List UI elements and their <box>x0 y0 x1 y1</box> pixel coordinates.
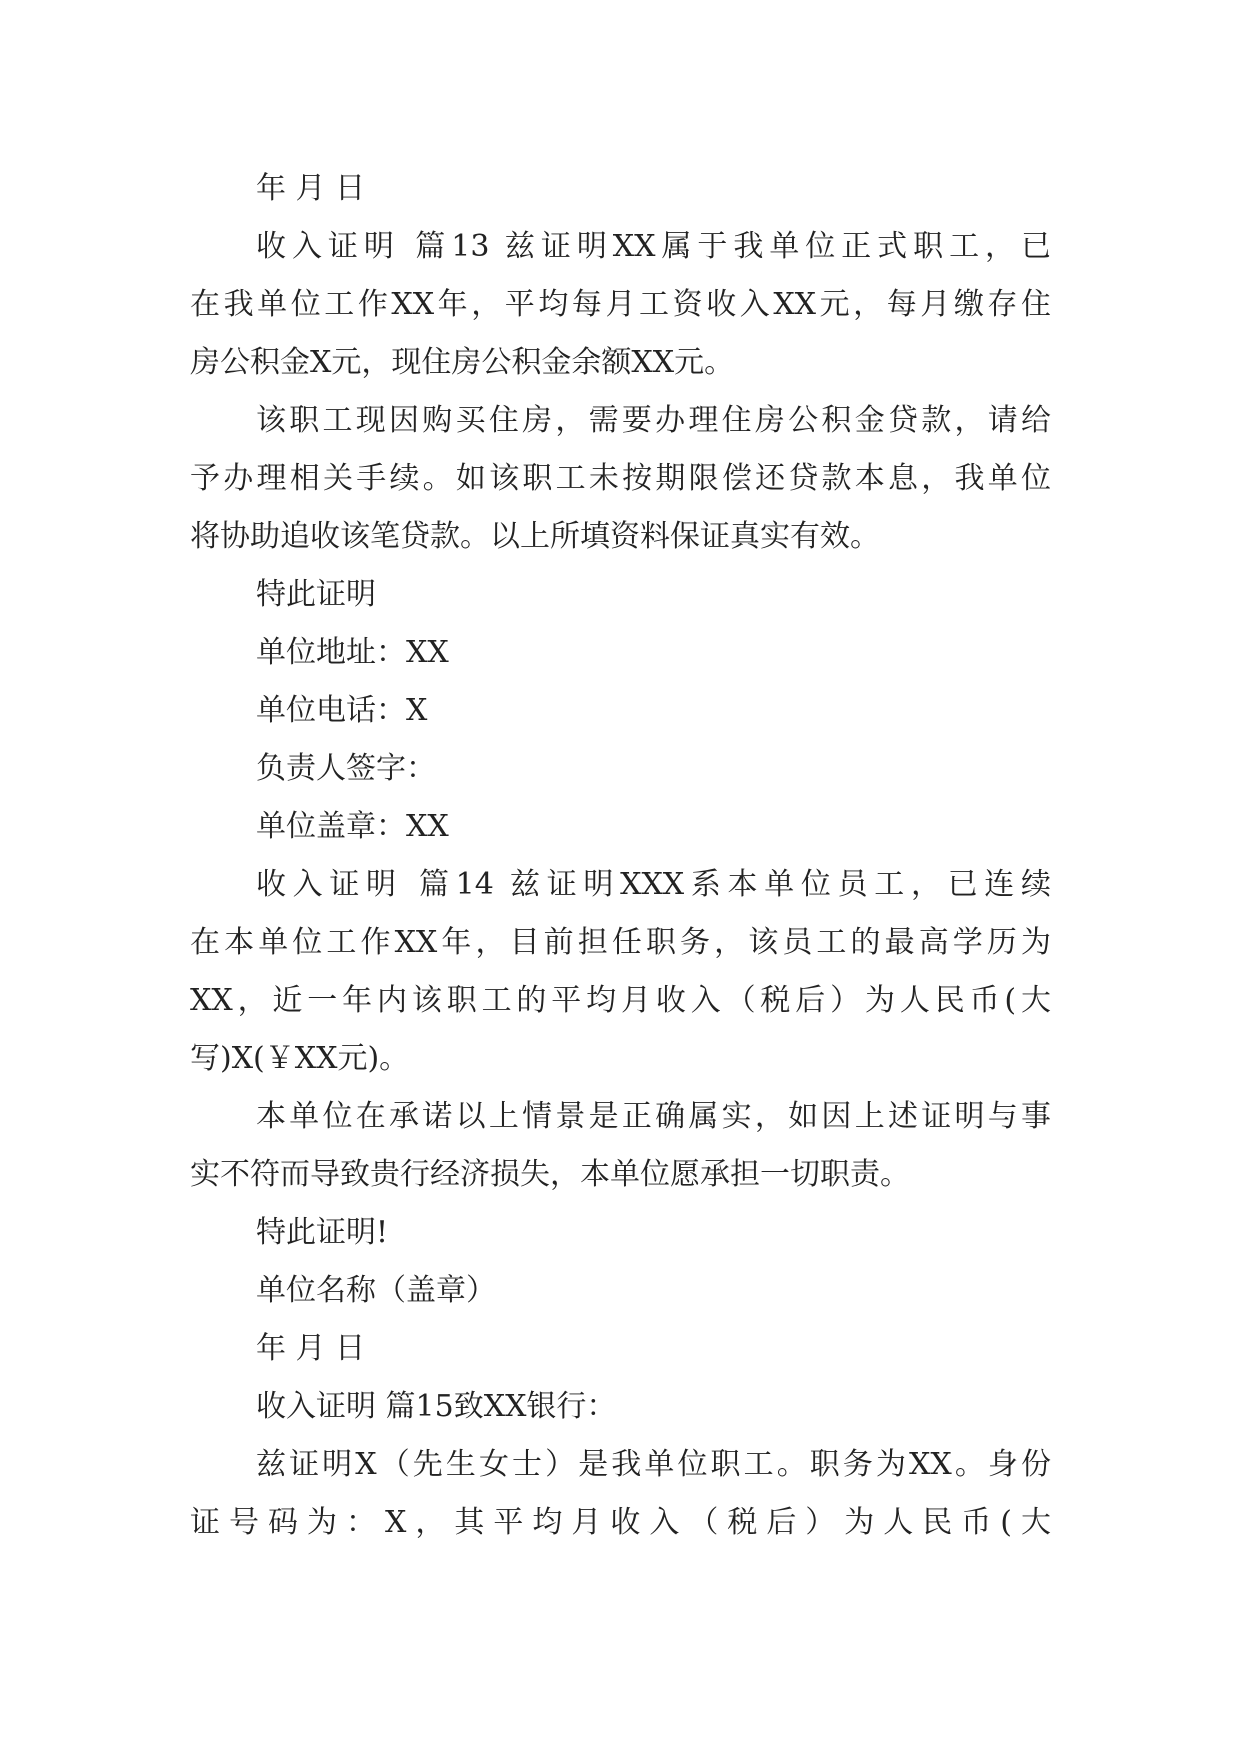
paragraph-line: 兹证明X（先生女士）是我单位职工。职务为XX。身份 <box>256 1447 1051 1482</box>
unit-phone-line: 单位电话：X <box>256 693 428 728</box>
section-15-heading-line: 收入证明 篇15致XX银行： <box>256 1389 617 1424</box>
section-13-heading-line: 收入证明 篇13 兹证明XX属于我单位正式职工，已 <box>256 229 1051 264</box>
date-line: 年 月 日 <box>256 171 366 206</box>
paragraph-line: 予办理相关手续。如该职工未按期限偿还贷款本息，我单位 <box>190 461 1051 496</box>
certification-line: 特此证明 <box>256 577 376 612</box>
signature-line: 负责人签字： <box>256 751 436 786</box>
paragraph-line: 写)X(￥XX元)。 <box>190 1041 410 1076</box>
document-body <box>190 160 1051 1552</box>
paragraph-line: 将协助追收该笔贷款。以上所填资料保证真实有效。 <box>190 519 880 554</box>
paragraph-line: 证号码为：X，其平均月收入（税后）为人民币(大 <box>190 1505 1051 1540</box>
paragraph-line: 实不符而导致贵行经济损失，本单位愿承担一切职责。 <box>190 1157 910 1192</box>
date-line: 年 月 日 <box>256 1331 366 1366</box>
paragraph-line: 在我单位工作XX年，平均每月工资收入XX元，每月缴存住 <box>190 287 1051 322</box>
unit-name-seal-line: 单位名称（盖章） <box>256 1273 496 1308</box>
paragraph-line: 该职工现因购买住房，需要办理住房公积金贷款，请给 <box>256 403 1051 438</box>
paragraph-line: 本单位在承诺以上情景是正确属实，如因上述证明与事 <box>256 1099 1051 1134</box>
paragraph-line: 房公积金X元，现住房公积金余额XX元。 <box>190 345 735 380</box>
unit-address-line: 单位地址：XX <box>256 635 449 670</box>
section-14-heading-line: 收入证明 篇14 兹证明XXX系本单位员工，已连续 <box>256 867 1051 902</box>
paragraph-line: XX，近一年内该职工的平均月收入（税后）为人民币(大 <box>190 983 1051 1018</box>
unit-seal-line: 单位盖章：XX <box>256 809 449 844</box>
paragraph-line: 在本单位工作XX年，目前担任职务，该员工的最高学历为 <box>190 925 1051 960</box>
certification-line: 特此证明! <box>256 1215 389 1250</box>
